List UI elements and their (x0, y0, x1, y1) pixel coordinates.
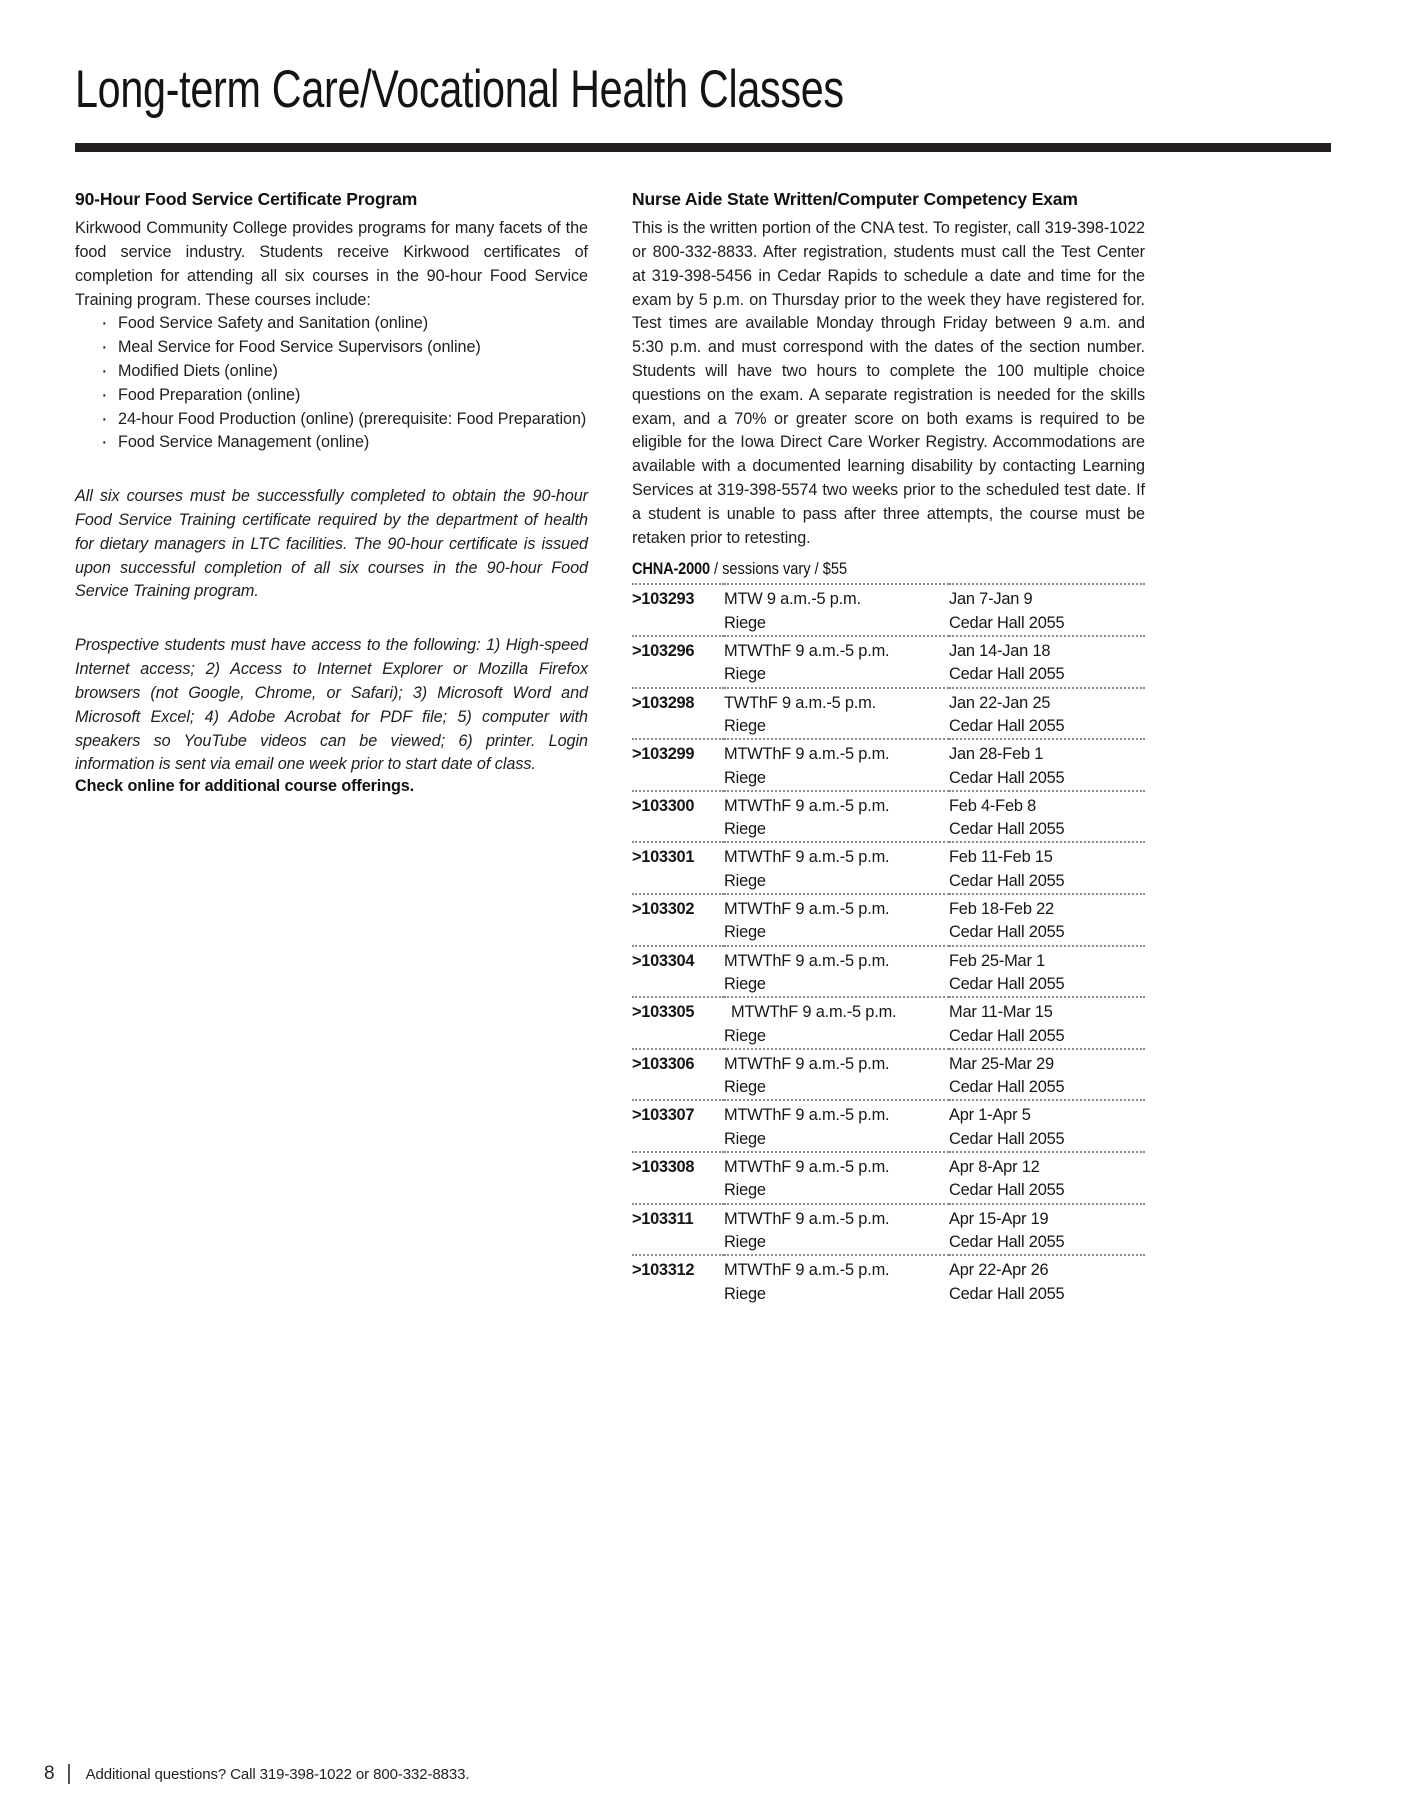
table-row[interactable] (632, 1255, 1145, 1282)
section-number[interactable]: >103307 (632, 1100, 724, 1127)
spacer-cell (632, 1025, 724, 1049)
spacer-cell (632, 973, 724, 997)
section-number[interactable]: >103301 (632, 842, 724, 869)
section-instructor: Riege (724, 1078, 766, 1097)
section-instructor: Riege (724, 768, 766, 787)
table-row[interactable] (632, 1152, 1145, 1179)
course-code-line (632, 559, 1083, 579)
section-schedule-table (632, 583, 1145, 1305)
section-dates: Feb 25-Mar 1 (949, 946, 1145, 973)
section-dates: Feb 4-Feb 8 (949, 791, 1145, 818)
table-row[interactable] (632, 688, 1145, 715)
list-item: · Modified Diets (online) (101, 360, 588, 384)
section-room: Cedar Hall 2055 (949, 1129, 1065, 1148)
section-dates: Mar 11-Mar 15 (949, 997, 1145, 1024)
section-room: Cedar Hall 2055 (949, 1232, 1065, 1251)
list-item: · Food Preparation (online) (101, 384, 588, 408)
table-row-secondary (632, 973, 1145, 997)
section-days-time: MTWThF 9 a.m.-5 p.m. (724, 636, 949, 663)
section-instructor: Riege (724, 665, 766, 684)
section-days-time: MTWThF 9 a.m.-5 p.m. (724, 1255, 949, 1282)
spacer-cell (632, 612, 724, 636)
food-service-program-heading: 90-Hour Food Service Certificate Program (75, 189, 418, 210)
section-days-time: MTWThF 9 a.m.-5 p.m. (724, 791, 949, 818)
table-row-secondary (632, 715, 1145, 739)
section-days-time: MTWThF 9 a.m.-5 p.m. (724, 894, 949, 921)
section-dates: Jan 28-Feb 1 (949, 739, 1145, 766)
table-row-secondary (632, 612, 1145, 636)
section-dates: Apr 8-Apr 12 (949, 1152, 1145, 1179)
table-row[interactable] (632, 1204, 1145, 1231)
section-number[interactable]: >103305 (632, 997, 724, 1024)
check-online-note: Check online for additional course offerings. (75, 777, 415, 796)
section-dates: Apr 22-Apr 26 (949, 1255, 1145, 1282)
section-days-time: TWThF 9 a.m.-5 p.m. (724, 688, 949, 715)
spacer-cell (632, 818, 724, 842)
table-row-secondary (632, 1283, 1145, 1306)
section-number[interactable]: >103300 (632, 791, 724, 818)
section-room: Cedar Hall 2055 (949, 1026, 1065, 1045)
spacer-cell (632, 1179, 724, 1203)
section-room: Cedar Hall 2055 (949, 923, 1065, 942)
section-number[interactable]: >103308 (632, 1152, 724, 1179)
course-meta: / sessions vary / $55 (709, 559, 848, 579)
nurse-aide-exam-heading: Nurse Aide State Written/Computer Competency Exam (632, 189, 1078, 210)
footer-divider (68, 1764, 70, 1784)
section-room: Cedar Hall 2055 (949, 1181, 1065, 1200)
table-row-secondary (632, 1025, 1145, 1049)
masthead (75, 0, 1331, 152)
section-dates: Feb 18-Feb 22 (949, 894, 1145, 921)
list-item: · Meal Service for Food Service Supervisors (online) (101, 336, 588, 360)
table-row-secondary (632, 663, 1145, 687)
list-item: · 24-hour Food Production (online) (prerequisite: Food Preparation) (101, 408, 588, 432)
table-row[interactable] (632, 791, 1145, 818)
section-days-time: MTWThF 9 a.m.-5 p.m. (724, 997, 949, 1024)
section-room: Cedar Hall 2055 (949, 871, 1065, 890)
section-days-time: MTWThF 9 a.m.-5 p.m. (724, 1152, 949, 1179)
spacer-cell (632, 1231, 724, 1255)
section-days-time: MTWThF 9 a.m.-5 p.m. (724, 946, 949, 973)
section-dates: Apr 15-Apr 19 (949, 1204, 1145, 1231)
page-title: Long-term Care/Vocational Health Classes (75, 60, 844, 119)
table-row-secondary (632, 818, 1145, 842)
nurse-aide-exam-paragraph: This is the written portion of the CNA test. To register, call 319-398-1022 or 800-332-8833. After registration, students must call the Test Center at 319-398-5456 in Cedar Rapids to schedule a date and time for the exam by 5 p.m. on Thursday prior to the week they have registered for. Test times are available Monday through Friday between 9 a.m. and 5:30 p.m. and must correspond with the dates of the section number. Students will have two hours to complete the 100 multiple choice questions on the exam. A separate registration is needed for the skills exam, and a 70% or greater score on both exams is required to be eligible for the Iowa Direct Care Worker Registry. Accommodations are available with a documented learning disability by contacting Learning Services at 319-398-5574 two weeks prior to the scheduled test date. If a student is unable to pass after three attempts, the course must be retaken prior to retesting. (632, 219, 1145, 547)
table-row-secondary (632, 1179, 1145, 1203)
two-column-body (75, 189, 1331, 1306)
technology-requirements-note: Prospective students must have access to the following: 1) High-speed Internet access; 2) Access to Internet Explorer or Mozilla Firefox browsers (not Google, Chrome, or Safari); 3) Microsoft Word and Microsoft Excel; 4) Adobe Acrobat for PDF file; 5) computer with speakers so YouTube videos can be viewed; 6) printer. Login information is sent via email one week prior to start date of class. (75, 636, 588, 774)
section-instructor: Riege (724, 1181, 766, 1200)
section-number[interactable]: >103312 (632, 1255, 724, 1282)
table-row[interactable] (632, 997, 1145, 1024)
section-instructor: Riege (724, 716, 766, 735)
section-dates: Mar 25-Mar 29 (949, 1049, 1145, 1076)
section-number[interactable]: >103298 (632, 688, 724, 715)
footer-contact-note: Additional questions? Call 319-398-1022 or 800-332-8833. (85, 1765, 470, 1783)
section-days-time: MTWThF 9 a.m.-5 p.m. (724, 739, 949, 766)
table-row-secondary (632, 767, 1145, 791)
page-number: 8 (44, 1763, 55, 1784)
section-room: Cedar Hall 2055 (949, 820, 1065, 839)
certificate-requirements-note: All six courses must be successfully completed to obtain the 90-hour Food Service Training certificate required by the department of health for dietary managers in LTC facilities. The 90-hour certificate is issued upon successful completion of all six courses in the 90-hour Food Service Training program. (75, 487, 588, 601)
spacer-cell (632, 663, 724, 687)
section-room: Cedar Hall 2055 (949, 1078, 1065, 1097)
section-instructor: Riege (724, 974, 766, 993)
section-instructor: Riege (724, 1284, 766, 1303)
section-days-time: MTWThF 9 a.m.-5 p.m. (724, 1049, 949, 1076)
section-instructor: Riege (724, 1026, 766, 1045)
table-row-secondary (632, 1231, 1145, 1255)
table-row-secondary (632, 1076, 1145, 1100)
section-days-time: MTWThF 9 a.m.-5 p.m. (724, 1204, 949, 1231)
food-service-intro-paragraph: Kirkwood Community College provides programs for many facets of the food service industry. Students receive Kirkwood certificates of completion for attending all six courses in the 90-hour Food Service Training program. These courses include: (75, 219, 588, 309)
table-row[interactable] (632, 1100, 1145, 1127)
section-number[interactable]: >103302 (632, 894, 724, 921)
section-room: Cedar Hall 2055 (949, 974, 1065, 993)
spacer-cell (632, 1283, 724, 1306)
table-row-secondary (632, 1128, 1145, 1152)
list-item: · Food Service Safety and Sanitation (online) (101, 312, 588, 336)
section-instructor: Riege (724, 1232, 766, 1251)
table-row[interactable] (632, 946, 1145, 973)
spacer-cell (632, 1076, 724, 1100)
section-days-time: MTWThF 9 a.m.-5 p.m. (724, 1100, 949, 1127)
section-dates: Feb 11-Feb 15 (949, 842, 1145, 869)
section-dates: Jan 14-Jan 18 (949, 636, 1145, 663)
section-dates: Apr 1-Apr 5 (949, 1100, 1145, 1127)
section-number[interactable]: >103299 (632, 739, 724, 766)
table-row-secondary (632, 870, 1145, 894)
section-instructor: Riege (724, 820, 766, 839)
page-footer (44, 1763, 469, 1785)
section-number[interactable]: >103293 (632, 584, 724, 611)
table-row[interactable] (632, 1049, 1145, 1076)
table-row[interactable] (632, 842, 1145, 869)
section-instructor: Riege (724, 613, 766, 632)
table-row[interactable] (632, 739, 1145, 766)
spacer-cell (632, 1128, 724, 1152)
section-days-time: MTWThF 9 a.m.-5 p.m. (724, 842, 949, 869)
section-dates: Jan 7-Jan 9 (949, 584, 1145, 611)
section-number[interactable]: >103311 (632, 1204, 724, 1231)
section-room: Cedar Hall 2055 (949, 613, 1065, 632)
section-number[interactable]: >103306 (632, 1049, 724, 1076)
table-row[interactable] (632, 584, 1145, 611)
section-room: Cedar Hall 2055 (949, 1284, 1065, 1303)
section-room: Cedar Hall 2055 (949, 768, 1065, 787)
list-item: · Food Service Management (online) (101, 431, 588, 455)
section-room: Cedar Hall 2055 (949, 716, 1065, 735)
section-days-time: MTW 9 a.m.-5 p.m. (724, 584, 949, 611)
table-row[interactable] (632, 636, 1145, 663)
left-column (75, 189, 588, 796)
section-dates: Jan 22-Jan 25 (949, 688, 1145, 715)
table-row-secondary (632, 921, 1145, 945)
section-schedule-body (632, 584, 1145, 1305)
spacer-cell (632, 921, 724, 945)
food-service-course-list (75, 312, 588, 455)
title-rule (75, 143, 1331, 152)
table-row[interactable] (632, 894, 1145, 921)
course-code: CHNA-2000 (632, 559, 710, 579)
section-instructor: Riege (724, 1129, 766, 1148)
spacer-cell (632, 767, 724, 791)
section-number[interactable]: >103304 (632, 946, 724, 973)
section-number[interactable]: >103296 (632, 636, 724, 663)
section-instructor: Riege (724, 871, 766, 890)
section-instructor: Riege (724, 923, 766, 942)
spacer-cell (632, 870, 724, 894)
right-column (632, 189, 1145, 1306)
spacer-cell (632, 715, 724, 739)
section-room: Cedar Hall 2055 (949, 665, 1065, 684)
